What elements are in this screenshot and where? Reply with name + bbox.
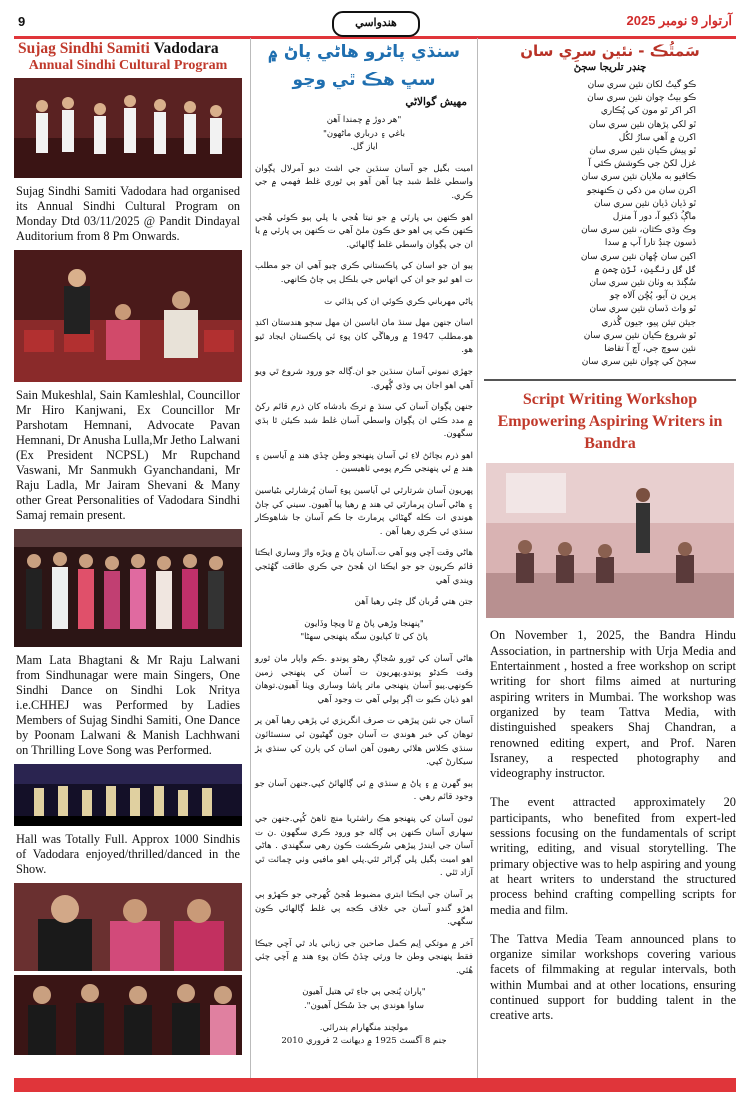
stage-performance-photo: [14, 764, 242, 826]
sindhi-paragraph: "هر دوڙ ۾ چمندا آهن باغي ۽ درباري ماڻهون" اياز گل.: [322, 115, 406, 153]
sindhi-paragraph: اسان جنهن مهل سنڌ مان اباسين ان مهل سڄو هندستان اکنڊ هو.مطلب 1947 ۾ ورهاڱي کان پوءِ ئي پاڪستان ايجاد ٿيو هو.: [255, 318, 474, 356]
left-paragraph-3: Mam Lata Bhagtani & Mr Raju Lalwani from Sindhunagar were main Singers, One Sindhi Dance on Sindhi Lok Nritya i.e.CHHEJ was Performed by Ladies Members of Sujag Sindhi Samiti, One Dance by Poonam Lalwani & Manish Lachhwani on Thrilling Love Song was Performed.: [16, 653, 240, 757]
left-article-subtitle: Annual Sindhi Cultural Program: [28, 58, 228, 73]
poem-line: جيئن تيئن پيو، جيون گُذري: [601, 317, 696, 328]
sindhi-paragraph: پاڻي مهرباني ڪري ڪوئي ان کي ٻڌائي ت: [324, 296, 473, 307]
sindhi-paragraph: هاڻي آسان کي ٿورو سُجاڳ رهڻو پوندو .ڪم واپار مان ٿورو وقت ڪڍڻو پوندو.پهريون ت آسان کي پنهنجي زمين ڪونهي.پيو آسان پنهنجي ماتر ڀاشا وساري ويٺا آهيون.توهان اهو ذيان ڪيو ت اڳر ٻولي آهي ت وجود آهي: [255, 654, 473, 705]
poem-line: اکرن ۾ آهي سارُ لکُل: [618, 132, 696, 143]
poem-line: اکين سان ڇُهان نئين سري سان: [580, 251, 696, 262]
sindhi-article-title-line-1: سنڌي پاڻرو هاڻي پاڻ ۾: [267, 42, 460, 62]
issue-date: آرتوار 9 نومبر 2025: [626, 13, 732, 28]
sindhi-paragraph: ٻيو گهرن ۾ ۽ پاڻ ۾ سنڌي ۾ ئي ڳالهائڻ کپي.جنهن آسان جو وجود قائم رهي .: [255, 778, 473, 803]
poem-line: ٿو ڏيان ڏيان نئين سري سان: [593, 198, 696, 209]
masthead-logo: هندواسي: [332, 11, 420, 37]
poem-line: ڏسون چنڊُ تارا آپ ۾ سدا: [604, 238, 696, 249]
poem-line: ماڳُ ڏکيو آ، دور آ منزل: [612, 212, 696, 223]
sindhi-article-title-line-2: سڀ هڪ ٿي وڃو: [292, 70, 436, 90]
poem-line: غزل لکڻ جي ڪوشش ڪئي آ: [588, 159, 696, 170]
poem-line: نئين سوچ جي، آچ آ تقاضا: [604, 344, 696, 355]
sindhi-paragraph: "پنهنجا وڙهي پاڻ ۾ ٿا ويچا وڏايون پاڻ کي ٿا کپايون سگه پنهنجي سهڻا": [300, 618, 428, 643]
sindhi-paragraph: اهو ڪنهن بي پارٽي ۾ جو نيتا هُجي يا پلي ٻيو ڪوئي هُجي ڪنهن ڪي ٻي اهو حق ڪون ملڻ آهي ت ڪنهن ٻي پارٽي ۾ يا ان جي پڳوان واسطي غلط ڳالهائي.: [255, 212, 473, 250]
middle-column: [250, 38, 478, 1078]
sindhi-paragraph: مولچند منگهارام ٻندرائي. جنم 8 آگسٽ 1925 ۾ ديهانت 2 فروري 2010: [281, 1022, 447, 1047]
poem-line: ٿو شروع ڪيان نئين سري سان: [583, 330, 696, 341]
sindhi-paragraph: آسان جي نئين پيڙهي ت صرف انگريزي ئي پڙهي رهيا آهن پر توهان کي خبر هوندي ت آسان جون گهڻيون ئي سنسٿائون سنڌي ڪلاس هلائي رهيون آهن اسان کي ٻارن کي سنڌي پڙ سيکارڻ کپي.: [255, 716, 473, 768]
sindhi-paragraph: جهڙي نموني آسان سنڌين جو ان.ڳاله جو ورود شروع ٿي ويو آهي اهو اجان ٻي وڌي ڳُهري.: [255, 366, 473, 391]
page-footer-bar: [14, 1078, 736, 1092]
left-paragraph-2: Sain Mukeshlal, Sain Kamleshlal, Councillor Mr Hiro Kanjwani, Ex Councillor Mr Parshotam Hemnani, Advocate Pavan Hemnani, Dr Anusha Lulla,Mr Jetho Lalwani (Ex President NCPSL) Mr Rupchand Vaswani, Mr Sanmukh Gyanchandani, Mr Raju Ladla, Mr Jairam Shevani & Many other Great Personalities of Vadodara Sindhi Samaj remain present.: [16, 388, 240, 522]
poem-line: اکر اکر ٿو مون کي پُڪاري: [600, 106, 696, 117]
poem-line: ٿو واٽ ڏسان نئين سري سان: [589, 304, 696, 315]
sindhi-paragraph: پر آسان جي ايڪتا ابتري مضبوط هُجڻ کُهرجي جو ڪهڙو ٻي اهڙو گندو آسان جي خلاف ڪجه ٻي غلط ڳالهائي ڪون سگهي.: [255, 889, 473, 928]
left-article-title: Sujag Sindhi Samiti Vadodara: [18, 40, 219, 57]
workshop-paragraph-2: The event attracted approximately 20 participants, who benefited from expert-led sessions focusing on the fundamentals of script writing, editing, and visual storytelling. The primary objective was to help aspiring and young at heart writers to understand the structured process behind crafting compelling scripts for media and film.: [490, 795, 736, 917]
workshop-paragraph-3: The Tattva Media Team announced plans to organize similar workshops covering various facets of filmmaking at regular intervals, both within Mumbai and at other locations, ensuring continued support for budding talent in the creative arts.: [490, 931, 736, 1023]
workshop-photo: [486, 463, 734, 618]
poem-line: وڪ وڌي ڪثان، نئين سري سان: [581, 225, 696, 236]
left-paragraph-1: Sujag Sindhi Samiti Vadodara had organised its Annual Sindhi Cultural Program on Monday Dtd 03/11/2025 @ Pandit Dindayal Auditorium from 8 Pm Onwards.: [16, 184, 240, 243]
sindhi-paragraph: آخر ۾ موتکي اِيم ڪمل صاحبن جي زباني ياد ٿي آچي جيڪا فقط پنهنجي وطن جا ورثي ڇڏڻ ڪان پوءِ هند ۾ آچي چئي هُئي.: [255, 938, 473, 976]
page-header: [14, 10, 736, 39]
performers-photo: [14, 529, 242, 647]
event-stage-photo: [14, 78, 242, 178]
sindhi-article-body: [255, 114, 473, 1049]
section-divider: [484, 379, 736, 381]
poem-line: گل گل رنگين، ٽڙن چمن ۾: [594, 264, 696, 275]
sindhi-paragraph: اميت بگيل جو آسان سنڌين جي اشٽ ديو آمرلال پڳوان واسطي غلط شبد چيا آهن آهو ٻي ٿوري غلط فهمي ۾ جي ڪري.: [255, 163, 473, 201]
group-photo: [14, 975, 242, 1055]
left-column: [14, 38, 242, 1078]
sindhi-paragraph: جنهن پڳوان آسان کي سنڌ ۾ ترڪ بادشاه کان ذرم قائم رکڻ ۾ مدد ڪئي ان پڳوان واسطي آسان غلط شبد ڪيئن ٿا ٻڌي سگهون.: [255, 402, 473, 440]
poem-line: سُڳنڌ به وٺان نئين سري سان: [589, 278, 696, 289]
poem-line: ڪو بيتُ چوان نئين سري سان: [587, 93, 696, 104]
poem-title: سَمٿُڪ - نئين سرِي سان: [520, 42, 700, 60]
left-paragraph-4: Hall was Totally Full. Approx 1000 Sindhis of Vadodara enjoyed/thrilled/danced in the Show.: [16, 832, 240, 876]
page-number: 9: [18, 14, 26, 29]
poem-line: پرين ن آيو، پُڇُن آلاه چو: [609, 291, 696, 302]
sindhi-paragraph: ٿيون آسان کي پنهنجو هڪ راشٽريا منچ ٺاهڻ کُپي.جنهن جي سهاري آسان ڪنهن ٻي ڳاله جو ورود ڪري سگهون .ن ت آسان جي ايندڙ پيڙهي سُرڪشت ڪون رهي سگهندي . هاڻي اهو اميت ٻگيل پلي ڳراڻر ٿئي.پلي اهو مافيي وٺي ڇمائت ٿي آزاد ٿئي .: [255, 813, 473, 879]
right-column: [484, 38, 736, 1078]
sindhi-paragraph: جتن هتي قُربان گل چئي رهيا آهن: [354, 597, 473, 608]
poem-line: سڄڻ کي چوان نئين سري سان: [581, 357, 696, 368]
workshop-paragraph-1: On November 1, 2025, the Bandra Hindu Association, in partnership with Urja Media and Entertainment , hosted a free workshop on script writing for short films aimed at nurturing aspiring writers in Mumbai. The workshop was organized by team Tattva Media, with distinguished speakers Shaj Chandran, a renowned editing expert, and Prof. Naren Israney, a respected photography and videography instructor.: [490, 628, 736, 781]
poem-line: اکرن سان من ذکي ن ڪنهنجو: [587, 185, 696, 196]
sindhi-paragraph: ٻيو ان جو اسان کي پاڪستاني ڪري چيو آهي ان جو مطلب ت اهو ٿيو جو ان کي اتهاس جي بلڪل ٻي ڄاڻ ڪانهي.: [255, 261, 473, 285]
guests-photo: [14, 883, 242, 971]
sindhi-paragraph: "پاران ٻُنجي ٻي جاءِ ٿي هتيل آهيون ساوا هوندي ٻي جڏ سُڪل آهيون".: [302, 987, 426, 1012]
poem-line: ڪافيو به ملايان نئين سري سان: [581, 172, 696, 183]
workshop-article-body: [484, 628, 736, 1023]
sindhi-paragraph: پهريون آسان شرتارٿي ٿي آياسين پوءِ آسان پُرشارٿي بڻياسين ۽ هاڻي آسان پرمارٿي ٿي هند ۾ رهيا پيا آهيون. سيني کي ڄاڻ هوندي ات ڪله گهڻائي پرمارٿ جا ڪم آسان جا شاهوڪار سنڌي ئي ڪري رهيا آهن .: [255, 486, 473, 537]
workshop-article-title: Script Writing Workshop Empowering Aspiring Writers in Bandra: [497, 391, 723, 453]
poem-line: ٿو لکي پڙهان نئين سري سان: [588, 119, 696, 130]
poem-author: چنڊر تلريجا سڄڻ: [573, 62, 647, 73]
sindhi-paragraph: اهو ذرم بچائڻ لاءِ ئي آسان پنهنجو وطن ڇڏي هند ۾ آياسين ۽ هند ۾ ئي پنهنجي ڪرم پومي ٺاهيسين .: [255, 450, 473, 475]
sindhi-article-author: مهيش گوالاڻي: [405, 96, 467, 108]
poem-body: [484, 79, 736, 369]
poem-line: ٿو پيش ڪيان نئين سري سان: [589, 146, 696, 157]
sindhi-paragraph: هاڻي وقت آچي ويو آهي ت.آسان پاڻ ۾ ويڙه واڙ وساري ايڪتا قائم ڪريون جو جو ايڪتا ان هُجڻ جي ڪري طاقت گهُٽجي ويندي آهي: [255, 548, 473, 586]
poem-line: ڪو گيتُ لکان نئين سري سان: [587, 80, 696, 90]
audience-photo: [14, 250, 242, 382]
